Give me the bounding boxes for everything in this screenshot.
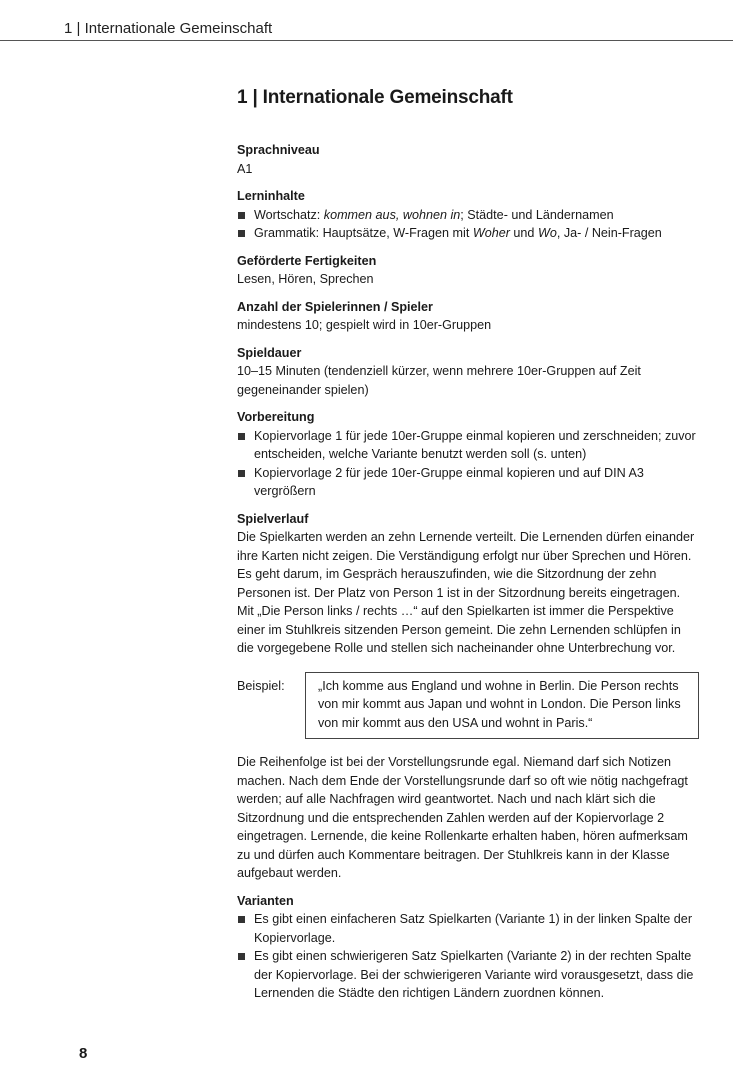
italic-text: kommen aus, wohnen in — [323, 207, 461, 222]
square-bullet-icon — [238, 212, 245, 219]
section-heading: Vorbereitung — [237, 410, 315, 424]
italic-text: Woher — [472, 226, 510, 240]
square-bullet-icon — [238, 916, 245, 923]
main-content — [237, 86, 699, 1012]
list-item-text: Es gibt einen schwierigeren Satz Spielkarten (Variante 2) in der rechten Spalte der Kopiervorlage. Bei der schwierigeren Variante wird vorausgesetzt, dass die Lernenden die Städte den richtigen Ländern zuordnen können. — [254, 949, 694, 1000]
section-heading: Spieldauer — [237, 345, 302, 360]
list-item — [237, 206, 699, 225]
section-text: Die Reihenfolge ist bei der Vorstellungsrunde egal. Niemand darf sich Notizen machen. Nach dem Ende der Vorstellungsrunde darf so oft wie nötig nachgefragt werden; auf alle Nachfragen wird geantwortet. Nach und nach klärt sich die Sitzordnung und die entsprechenden Zahlen werden auf der Kopiervorlage 2 eingetragen. Lernende, die keine Rollenkarte erhalten haben, hören aufmerksam zu und dürfen auch Kommentare beitragen. Der Stuhlkreis kann in der Klasse aufgebaut werden. — [237, 755, 688, 880]
text-run: ; Städte- und Ländernamen — [460, 207, 614, 222]
section-text: mindestens 10; gespielt wird in 10er-Gruppen — [237, 318, 492, 332]
square-bullet-icon — [238, 953, 245, 960]
section-heading: Spielverlauf — [237, 511, 309, 526]
section-text: Die Spielkarten werden an zehn Lernende verteilt. Die Lernenden dürfen einander ihre Karten nicht zeigen. Die Verständigung erfolgt nur über Sprechen und Hören. Es geht darum, im Gespräch herauszufinden, wie die Sitzordnung der zehn Personen ist. Der Platz von Person 1 ist in der Sitzordnung bereits eingetragen. Mit „Die Person links / rechts …“ auf den Spielkarten ist immer die Perspektive einer im Stuhlkreis sitzenden Person gemeint. Die zehn Lernenden schlüpfen in die vorgegebene Rolle und stellen sich nacheinander ohne Unterbrechung vor. — [237, 530, 695, 655]
square-bullet-icon — [238, 470, 245, 477]
section-heading: Sprachniveau — [237, 143, 320, 157]
section-spieldauer — [237, 344, 699, 400]
text-run: , Ja- / Nein-Fragen — [556, 226, 662, 240]
page-title: 1 | Internationale Gemeinschaft — [237, 87, 513, 108]
section-heading: Anzahl der Spielerinnen / Spieler — [237, 299, 433, 314]
italic-text: Wo — [537, 226, 557, 240]
section-heading: Geförderte Fertigkeiten — [237, 253, 377, 268]
section-sprachniveau — [237, 141, 699, 178]
running-header: 1 | Internationale Gemeinschaft — [64, 20, 273, 37]
section-fertigkeiten — [237, 252, 699, 289]
section-text: Lesen, Hören, Sprechen — [237, 272, 374, 286]
list-item-text: Kopiervorlage 2 für jede 10er-Gruppe einmal kopieren und auf DIN A3 vergrößern — [254, 465, 644, 498]
section-text: 10–15 Minuten (tendenziell kürzer, wenn mehrere 10er-Gruppen auf Zeit gegeneinander spielen) — [237, 364, 641, 397]
list-item — [237, 224, 699, 243]
section-heading: Lerninhalte — [237, 189, 305, 203]
square-bullet-icon — [238, 433, 245, 440]
list-item-text: Es gibt einen einfacheren Satz Spielkarten (Variante 1) in der linken Spalte der Kopiervorlage. — [254, 912, 693, 945]
bullet-list — [237, 206, 699, 243]
list-item — [237, 464, 699, 501]
section-lerninhalte — [237, 187, 699, 243]
section-anzahl — [237, 298, 699, 335]
header-rule — [0, 40, 733, 41]
square-bullet-icon — [238, 230, 245, 237]
example-label: Beispiel: — [237, 678, 285, 693]
list-item — [237, 947, 699, 1003]
list-item — [237, 427, 699, 464]
section-text: A1 — [237, 161, 253, 176]
example-box: „Ich komme aus England und wohne in Berlin. Die Person rechts von mir kommt aus Japan und wohnt in London. Die Person links von mir kommt aus den USA und wohnt in Paris.“ — [305, 672, 699, 740]
list-item — [237, 910, 699, 947]
page-number: 8 — [79, 1045, 88, 1062]
section-heading: Varianten — [237, 893, 294, 908]
text-run: Wortschatz: — [254, 207, 324, 222]
section-spielverlauf — [237, 510, 699, 883]
bullet-list — [237, 427, 699, 501]
list-item-text: Kopiervorlage 1 für jede 10er-Gruppe einmal kopieren und zerschneiden; zuvor entscheiden, welche Variante benutzt werden soll (s. unten) — [254, 428, 696, 461]
section-vorbereitung — [237, 408, 699, 501]
bullet-list — [237, 910, 699, 1003]
text-run: Grammatik: Hauptsätze, W-Fragen mit — [254, 226, 473, 240]
example-block — [237, 672, 699, 740]
section-varianten — [237, 892, 699, 1003]
text-run: und — [509, 226, 538, 240]
